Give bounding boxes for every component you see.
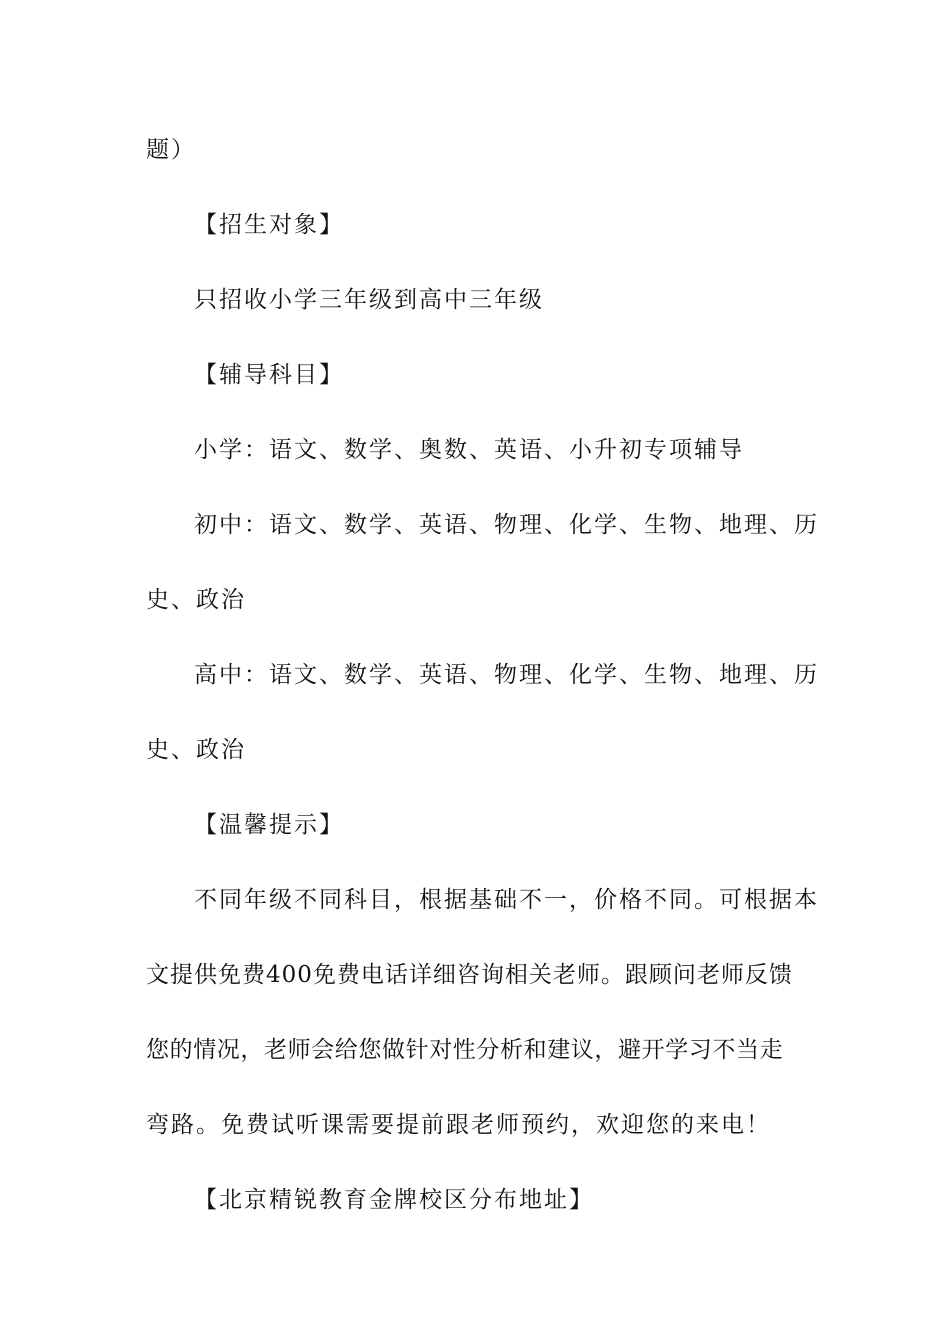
section-heading-subjects: 【辅导科目】 bbox=[194, 362, 344, 388]
text-line-primary-subjects: 小学：语文、数学、奥数、英语、小升初专项辅导 bbox=[194, 437, 744, 463]
text-line-tips-2: 文提供免费400免费电话详细咨询相关老师。跟顾问老师反馈 bbox=[146, 962, 793, 988]
text-line-junior-subjects: 初中：语文、数学、英语、物理、化学、生物、地理、历 bbox=[194, 512, 819, 538]
text-line-senior-subjects: 高中：语文、数学、英语、物理、化学、生物、地理、历 bbox=[194, 662, 819, 688]
section-heading-enrollment: 【招生对象】 bbox=[194, 212, 344, 238]
text-line-tips-1: 不同年级不同科目，根据基础不一，价格不同。可根据本 bbox=[194, 887, 819, 913]
text-line-tips-3: 您的情况，老师会给您做针对性分析和建议，避开学习不当走 bbox=[146, 1037, 784, 1063]
section-heading-campus-addresses: 【北京精锐教育金牌校区分布地址】 bbox=[194, 1187, 594, 1213]
text-line-tips-4: 弯路。免费试听课需要提前跟老师预约，欢迎您的来电！ bbox=[146, 1112, 771, 1138]
text-line-senior-subjects-cont: 史、政治 bbox=[146, 737, 246, 763]
section-heading-tips: 【温馨提示】 bbox=[194, 812, 344, 838]
text-line-junior-subjects-cont: 史、政治 bbox=[146, 587, 246, 613]
text-line-enrollment: 只招收小学三年级到高中三年级 bbox=[194, 287, 544, 313]
text-line-continuation: 题） bbox=[146, 137, 196, 163]
